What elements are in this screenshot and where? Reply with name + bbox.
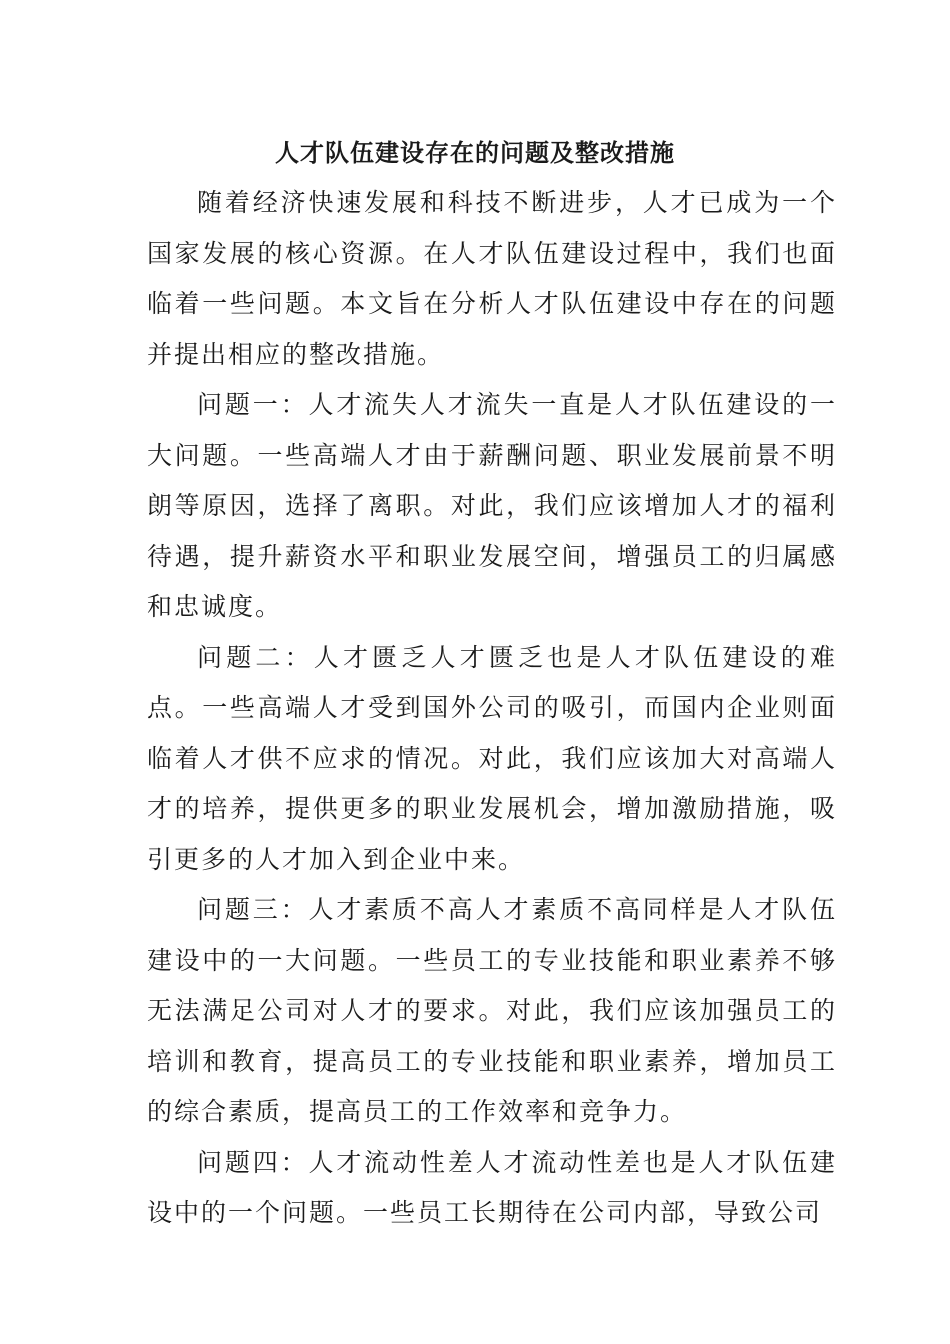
paragraph-problem-2: 问题二：人才匮乏人才匮乏也是人才队伍建设的难点。一些高端人才受到国外公司的吸引，而国内企业则面临着人才供不应求的情况。对此，我们应该加大对高端人才的培养，提供更多的职业发展机会，增加激励措施，吸引更多的人才加入到企业中来。	[147, 642, 837, 874]
paragraph-problem-3: 问题三：人才素质不高人才素质不高同样是人才队伍建设中的一大问题。一些员工的专业技能和职业素养不够无法满足公司对人才的要求。对此，我们应该加强员工的培训和教育，提高员工的专业技能和职业素养，增加员工的综合素质，提高员工的工作效率和竞争力。	[147, 895, 837, 1126]
document-body	[147, 178, 837, 1239]
document-title: 人才队伍建设存在的问题及整改措施	[275, 138, 675, 167]
paragraph-problem-4: 问题四：人才流动性差人才流动性差也是人才队伍建设中的一个问题。一些员工长期待在公司内部，导致公司	[147, 1147, 837, 1227]
paragraph-intro: 随着经济快速发展和科技不断进步，人才已成为一个国家发展的核心资源。在人才队伍建设过程中，我们也面临着一些问题。本文旨在分析人才队伍建设中存在的问题并提出相应的整改措施。	[147, 188, 837, 369]
paragraph-problem-1: 问题一：人才流失人才流失一直是人才队伍建设的一大问题。一些高端人才由于薪酬问题、职业发展前景不明朗等原因，选择了离职。对此，我们应该增加人才的福利待遇，提升薪资水平和职业发展空间，增强员工的归属感和忠诚度。	[147, 390, 837, 621]
